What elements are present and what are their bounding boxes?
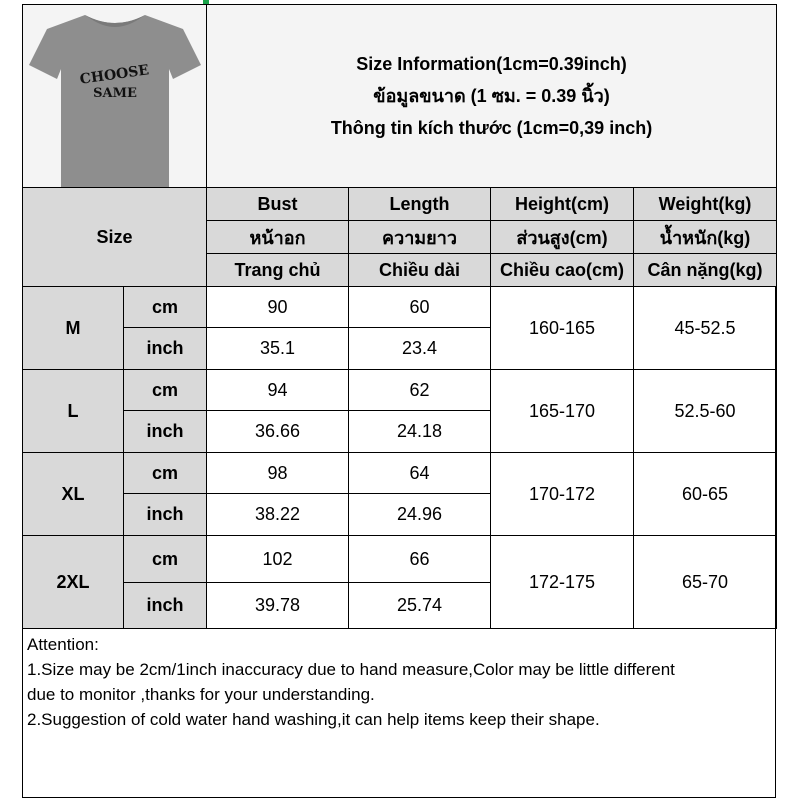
col-bust-th: หน้าอก: [207, 221, 349, 254]
size-m: M: [23, 287, 124, 370]
col-length-vi: Chiều dài: [349, 254, 491, 287]
bust-inch: 35.1: [207, 328, 349, 370]
bust-cm: 102: [207, 536, 349, 583]
length-inch: 23.4: [349, 328, 491, 370]
bust-inch: 36.66: [207, 411, 349, 453]
unit-inch: inch: [124, 328, 207, 370]
size-l: L: [23, 370, 124, 453]
unit-inch: inch: [124, 494, 207, 536]
unit-inch: inch: [124, 411, 207, 453]
table-row: [23, 370, 777, 411]
col-height-en: Height(cm): [491, 188, 634, 221]
unit-cm: cm: [124, 536, 207, 583]
size-information-header: [207, 5, 777, 188]
bust-cm: 94: [207, 370, 349, 411]
height-range: 170-172: [491, 453, 634, 536]
length-inch: 25.74: [349, 583, 491, 629]
height-range: 165-170: [491, 370, 634, 453]
table-row: [23, 536, 777, 583]
col-weight-th: น้ำหนัก(kg): [634, 221, 777, 254]
attention-line-1: 1.Size may be 2cm/1inch inaccuracy due to hand measure,Color may be little different: [27, 660, 675, 679]
col-height-th: ส่วนสูง(cm): [491, 221, 634, 254]
length-cm: 64: [349, 453, 491, 494]
weight-range: 52.5-60: [634, 370, 777, 453]
bust-inch: 39.78: [207, 583, 349, 629]
size-2xl: 2XL: [23, 536, 124, 629]
table-row: [23, 287, 777, 328]
length-inch: 24.96: [349, 494, 491, 536]
size-xl: XL: [23, 453, 124, 536]
header-line-en: Size Information(1cm=0.39inch): [356, 54, 627, 74]
unit-inch: inch: [124, 583, 207, 629]
attention-title: Attention:: [27, 635, 99, 654]
col-bust-en: Bust: [207, 188, 349, 221]
col-weight-vi: Cân nặng(kg): [634, 254, 777, 287]
shirt-print-line1: CHOOSE: [78, 62, 150, 88]
height-range: 172-175: [491, 536, 634, 629]
bust-inch: 38.22: [207, 494, 349, 536]
header-line-th: ข้อมูลขนาด (1 ซม. = 0.39 นิ้ว): [373, 86, 610, 106]
col-length-th: ความยาว: [349, 221, 491, 254]
unit-cm: cm: [124, 370, 207, 411]
shirt-print-line2: SAME: [93, 86, 137, 101]
length-cm: 66: [349, 536, 491, 583]
tshirt-icon: [23, 5, 207, 187]
weight-range: 65-70: [634, 536, 777, 629]
size-label: Size: [23, 188, 207, 287]
col-bust-vi: Trang chủ: [207, 254, 349, 287]
col-height-vi: Chiều cao(cm): [491, 254, 634, 287]
attention-line-2: due to monitor ,thanks for your understanding.: [27, 685, 375, 704]
bust-cm: 90: [207, 287, 349, 328]
weight-range: 45-52.5: [634, 287, 777, 370]
length-inch: 24.18: [349, 411, 491, 453]
height-range: 160-165: [491, 287, 634, 370]
col-length-en: Length: [349, 188, 491, 221]
col-weight-en: Weight(kg): [634, 188, 777, 221]
length-cm: 60: [349, 287, 491, 328]
header-line-vi: Thông tin kích thước (1cm=0,39 inch): [330, 118, 653, 138]
product-image: [23, 5, 207, 188]
unit-cm: cm: [124, 287, 207, 328]
attention-notes: [27, 632, 772, 732]
table-row: [23, 453, 777, 494]
bust-cm: 98: [207, 453, 349, 494]
attention-line-3: 2.Suggestion of cold water hand washing,it can help items keep their shape.: [27, 710, 600, 729]
weight-range: 60-65: [634, 453, 777, 536]
length-cm: 62: [349, 370, 491, 411]
size-table: [22, 4, 777, 629]
unit-cm: cm: [124, 453, 207, 494]
